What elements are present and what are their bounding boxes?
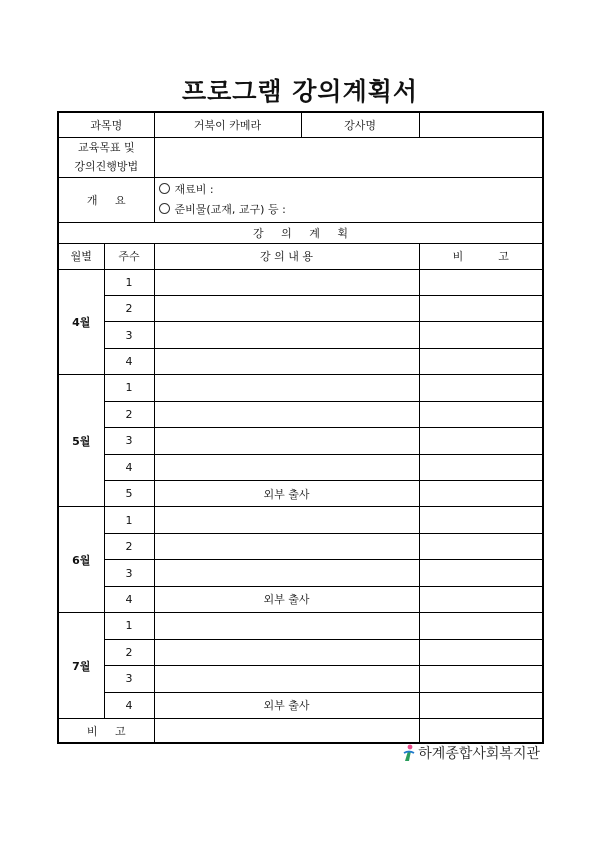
page-title: 프로그램 강의계획서 <box>181 77 419 106</box>
org-name: 하계종합사회복지관 <box>418 746 540 762</box>
col-month-header: 월별 <box>58 243 104 269</box>
week-number: 2 <box>104 295 154 321</box>
note-cell[interactable] <box>419 481 543 507</box>
lecture-content-cell[interactable] <box>154 269 419 295</box>
week-row <box>58 481 543 507</box>
note-cell[interactable] <box>419 322 543 348</box>
note-cell[interactable] <box>419 586 543 612</box>
week-number: 1 <box>104 375 154 401</box>
week-row <box>58 560 543 586</box>
week-number: 3 <box>104 322 154 348</box>
month-label: 5월 <box>58 375 104 507</box>
overview-label: 개 요 <box>58 177 154 222</box>
week-number: 2 <box>104 639 154 665</box>
week-number: 1 <box>104 507 154 533</box>
week-number: 2 <box>104 401 154 427</box>
note-cell[interactable] <box>419 507 543 533</box>
week-number: 5 <box>104 481 154 507</box>
lecture-content-cell[interactable] <box>154 560 419 586</box>
remarks-value[interactable] <box>154 718 419 743</box>
week-number: 4 <box>104 348 154 374</box>
circle-bullet-icon <box>159 203 170 214</box>
org-footer <box>402 743 540 763</box>
lecture-content-cell[interactable] <box>154 428 419 454</box>
lecture-content-cell[interactable] <box>154 639 419 665</box>
note-cell[interactable] <box>419 401 543 427</box>
remarks-label: 비 고 <box>58 718 154 743</box>
week-number: 3 <box>104 560 154 586</box>
week-number: 4 <box>104 454 154 480</box>
instructor-value[interactable] <box>419 112 543 137</box>
remarks-row <box>58 718 543 743</box>
lecture-content-cell[interactable] <box>154 348 419 374</box>
lecture-content-cell[interactable] <box>154 454 419 480</box>
week-number: 2 <box>104 533 154 559</box>
goal-label <box>58 137 154 177</box>
week-number: 1 <box>104 269 154 295</box>
week-row <box>58 322 543 348</box>
week-number: 3 <box>104 428 154 454</box>
week-row <box>58 348 543 374</box>
week-row <box>58 507 543 533</box>
lecture-content-cell[interactable] <box>154 666 419 692</box>
note-cell[interactable] <box>419 692 543 718</box>
overview-item-material <box>159 180 543 200</box>
remarks-note[interactable] <box>419 718 543 743</box>
week-row <box>58 428 543 454</box>
week-number: 4 <box>104 586 154 612</box>
col-week-header: 주수 <box>104 243 154 269</box>
week-number: 1 <box>104 613 154 639</box>
note-cell[interactable] <box>419 348 543 374</box>
note-cell[interactable] <box>419 295 543 321</box>
month-label: 6월 <box>58 507 104 613</box>
circle-bullet-icon <box>159 183 170 194</box>
week-row <box>58 666 543 692</box>
instructor-label: 강사명 <box>301 112 419 137</box>
note-cell[interactable] <box>419 639 543 665</box>
lecture-content-cell[interactable] <box>154 401 419 427</box>
lecture-content-cell[interactable] <box>154 507 419 533</box>
overview-value[interactable] <box>154 177 543 222</box>
overview-item-text: 준비물(교재, 교구) 등 : <box>174 202 286 216</box>
week-row <box>58 586 543 612</box>
lecture-content-cell[interactable] <box>154 613 419 639</box>
lecture-content-cell[interactable] <box>154 533 419 559</box>
overview-item-text: 재료비 : <box>174 182 214 196</box>
lecture-content-cell[interactable]: 외부 출사 <box>154 586 419 612</box>
note-cell[interactable] <box>419 533 543 559</box>
subject-value[interactable]: 거북이 카메라 <box>154 112 301 137</box>
week-row <box>58 295 543 321</box>
note-cell[interactable] <box>419 375 543 401</box>
week-row <box>58 639 543 665</box>
week-row <box>58 613 543 639</box>
lecture-content-cell[interactable] <box>154 322 419 348</box>
week-row <box>58 454 543 480</box>
subject-label: 과목명 <box>58 112 154 137</box>
lecture-content-cell[interactable] <box>154 295 419 321</box>
lecture-content-cell[interactable] <box>154 375 419 401</box>
note-cell[interactable] <box>419 613 543 639</box>
lecture-content-cell[interactable]: 외부 출사 <box>154 692 419 718</box>
week-number: 3 <box>104 666 154 692</box>
week-row <box>58 375 543 401</box>
note-cell[interactable] <box>419 666 543 692</box>
week-row <box>58 533 543 559</box>
goal-label-line1: 교육목표 및 <box>77 141 135 154</box>
note-cell[interactable] <box>419 428 543 454</box>
goal-value[interactable] <box>154 137 543 177</box>
week-row <box>58 401 543 427</box>
goal-label-line2: 강의진행방법 <box>74 160 139 173</box>
note-cell[interactable] <box>419 560 543 586</box>
org-logo-icon <box>402 744 416 762</box>
col-content-header: 강 의 내 용 <box>154 243 419 269</box>
overview-item-supplies <box>159 200 543 220</box>
note-cell[interactable] <box>419 269 543 295</box>
plan-header: 강 의 계 획 <box>58 222 543 243</box>
lecture-plan-form <box>57 111 544 744</box>
month-label: 4월 <box>58 269 104 375</box>
month-label: 7월 <box>58 613 104 719</box>
week-row <box>58 692 543 718</box>
week-row <box>58 269 543 295</box>
col-note-header: 비 고 <box>419 243 543 269</box>
week-number: 4 <box>104 692 154 718</box>
lecture-content-cell[interactable]: 외부 출사 <box>154 481 419 507</box>
note-cell[interactable] <box>419 454 543 480</box>
